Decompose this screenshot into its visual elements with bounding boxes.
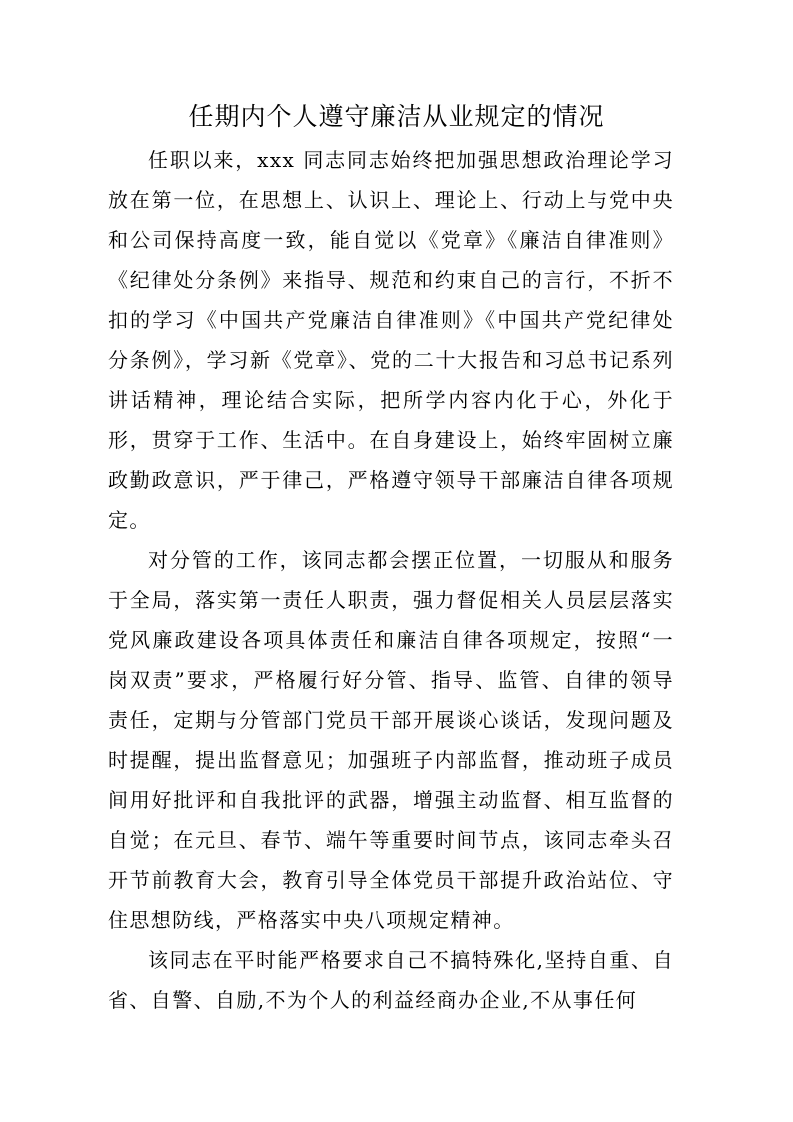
document-body — [108, 140, 674, 1020]
paragraph-1: 任职以来，xxx 同志同志始终把加强思想政治理论学习放在第一位，在思想上、认识上、理论上、行动上与党中央和公司保持高度一致，能自觉以《党章》《廉洁自律准则》《纪律处分条例》来指导、规范和约束自己的言行，不折不扣的学习《中国共产党廉洁自律准则》《中国共产党纪律处分条例》，学习新《党章》、党的二十大报告和习总书记系列讲话精神，理论结合实际，把所学内容内化于心，外化于形，贯穿于工作、生活中。在自身建设上，始终牢固树立廉政勤政意识，严于律己，严格遵守领导干部廉洁自律各项规定。 — [108, 148, 674, 532]
paragraph-3: 该同志在平时能严格要求自己不搞特殊化,坚持自重、自省、自警、自励,不为个人的利益经商办企业,不从事任何 — [108, 948, 674, 1012]
paragraph-2: 对分管的工作，该同志都会摆正位置，一切服从和服务于全局，落实第一责任人职责，强力督促相关人员层层落实党风廉政建设各项具体责任和廉洁自律各项规定，按照“一岗双责”要求，严格履行好分管、指导、监管、自律的领导责任，定期与分管部门党员干部开展谈心谈话，发现问题及时提醒，提出监督意见；加强班子内部监督，推动班子成员间用好批评和自我批评的武器，增强主动监督、相互监督的自觉；在元旦、春节、端午等重要时间节点，该同志牵头召开节前教育大会，教育引导全体党员干部提升政治站位、守住思想防线，严格落实中央八项规定精神。 — [108, 548, 674, 932]
document-title: 任期内个人遵守廉洁从业规定的情况 — [188, 102, 605, 131]
